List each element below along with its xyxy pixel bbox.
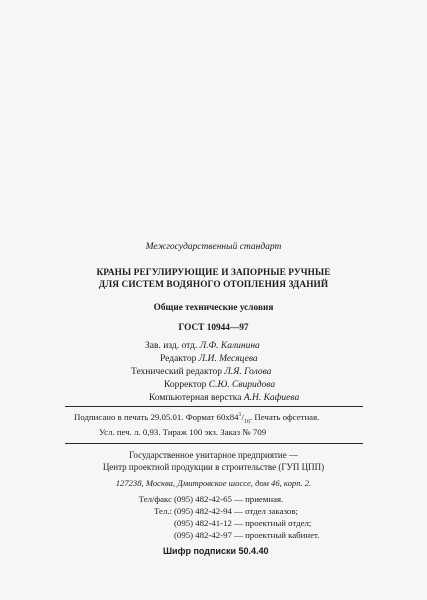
contact-label: Тел.: xyxy=(154,506,172,516)
credit-role: Редактор xyxy=(160,354,197,364)
credit-line xyxy=(164,380,275,390)
standard-type-subtitle: Межгосударственный стандарт xyxy=(145,242,282,252)
credit-line xyxy=(131,367,271,377)
divider-bottom xyxy=(65,443,363,444)
print-info-text: Подписано в печать 29.05.01. Формат 60x84 xyxy=(74,412,239,422)
credit-role: Компьютерная верстка xyxy=(149,393,242,403)
credit-name: А.Н. Кафиева xyxy=(243,393,300,403)
format-sub: 16 xyxy=(244,418,250,425)
credit-line xyxy=(149,393,299,403)
publisher-line-2: Центр проектной продукции в строительстве (ГУП ЦПП) xyxy=(102,462,325,472)
subscription-cipher: Шифр подписки 50.4.40 xyxy=(163,546,269,556)
credit-line xyxy=(145,341,260,351)
spec-subtitle: Общие технические условия xyxy=(153,303,274,313)
credit-name: Л.Ф. Калинина xyxy=(199,341,260,351)
print-info-text-end: . Печать офсетная. xyxy=(250,412,320,422)
credit-name: Л.Я. Голова xyxy=(224,367,272,377)
title-line-2: ДЛЯ СИСТЕМ ВОДЯНОГО ОТОПЛЕНИЯ ЗДАНИЙ xyxy=(98,280,329,290)
print-info-line-1: Подписано в печать 29.05.01. Формат $60x84^1/_{16}$. Печать офсетная. xyxy=(74,412,320,425)
print-info-line-2: Усл. печ. л. 0,93. Тираж 100 экз. Заказ № 709 xyxy=(99,427,267,437)
divider-top xyxy=(65,406,363,407)
title-line-1: КРАНЫ РЕГУЛИРУЮЩИЕ И ЗАПОРНЫЕ РУЧНЫЕ xyxy=(96,268,331,278)
contact-value: (095) 482-42-65 — приемная. xyxy=(174,494,284,504)
format-sup: 1 xyxy=(238,412,242,419)
credit-line xyxy=(160,354,258,364)
contact-label: Тел/факс xyxy=(138,494,172,504)
credit-role: Зав. изд. отд. xyxy=(145,341,198,351)
publisher-line-1: Государственное унитарное предприятие — xyxy=(128,450,298,460)
contact-value: (095) 482-42-97 — проектный кабинет. xyxy=(174,530,320,540)
credit-role: Корректор xyxy=(164,380,207,390)
credit-name: Л.И. Месяцева xyxy=(198,354,258,364)
contact-value: (095) 482-41-12 — проектный отдел; xyxy=(174,518,312,528)
credit-name: С.Ю. Свиридова xyxy=(208,380,276,390)
gost-number: ГОСТ 10944—97 xyxy=(178,323,249,333)
publisher-address: 127238, Москва, Дмитровское шоссе, дом 46, корп. 2. xyxy=(115,478,312,488)
credit-role: Технический редактор xyxy=(131,367,222,377)
contact-value: (095) 482-42-94 — отдел заказов; xyxy=(174,506,298,516)
